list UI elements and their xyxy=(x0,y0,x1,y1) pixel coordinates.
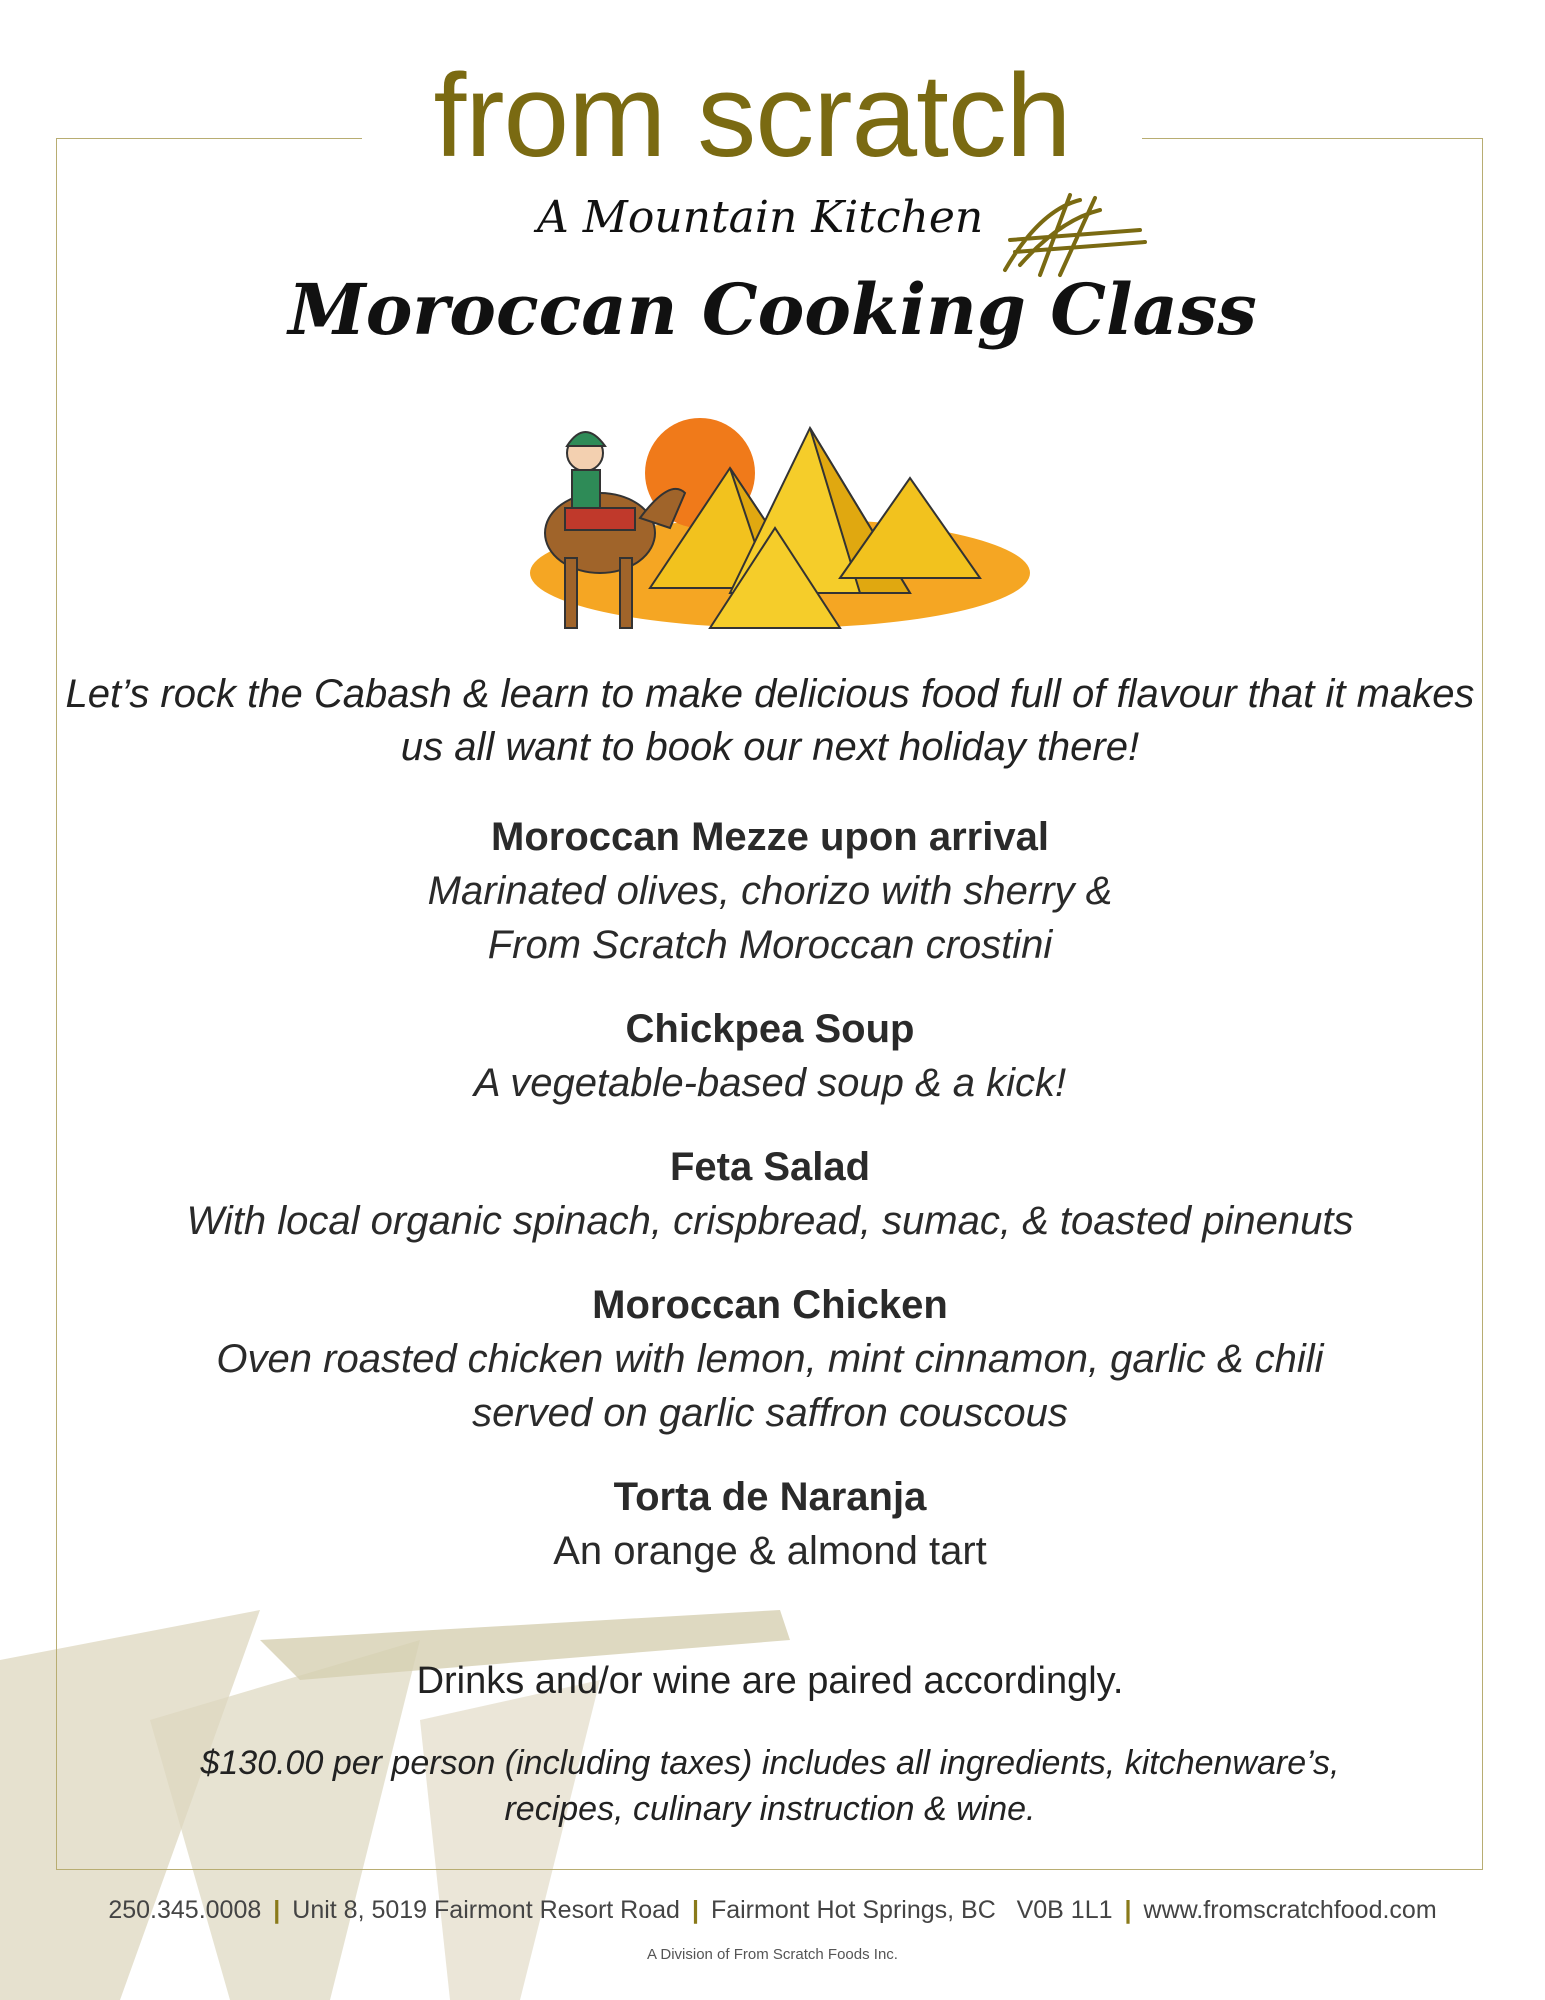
footer-division: A Division of From Scratch Foods Inc. xyxy=(647,1946,898,1963)
footer-contact xyxy=(0,1896,1545,1925)
course-title: Feta Salad xyxy=(669,1145,871,1189)
separator: | xyxy=(691,1896,699,1924)
menu-course xyxy=(60,1470,1480,1578)
footer-website-link[interactable]: www.fromscratchfood.com xyxy=(1143,1896,1437,1924)
separator: | xyxy=(273,1896,281,1924)
course-description: Oven roasted chicken with lemon, mint cinnamon, garlic & chili served on garlic saffron couscous xyxy=(216,1337,1324,1435)
course-title: Torta de Naranja xyxy=(613,1475,927,1519)
course-description: Marinated olives, chorizo with sherry & From Scratch Moroccan crostini xyxy=(427,869,1113,967)
footer-phone: 250.345.0008 xyxy=(108,1896,262,1924)
course-title: Moroccan Chicken xyxy=(592,1283,948,1327)
course-description: With local organic spinach, crispbread, sumac, & toasted pinenuts xyxy=(186,1199,1354,1243)
menu-course xyxy=(60,1002,1480,1110)
brand-name: from scratch xyxy=(433,50,1071,182)
menu-course xyxy=(60,1278,1480,1440)
scribble-logo-icon xyxy=(1000,190,1150,280)
intro-text: Let’s rock the Cabash & learn to make delicious food full of flavour that it makes us all want to book our next holiday there! xyxy=(65,672,1475,769)
separator: | xyxy=(1124,1896,1132,1924)
footer-city: Fairmont Hot Springs, BC V0B 1L1 xyxy=(710,1896,1113,1924)
brand-subtitle: A Mountain Kitchen xyxy=(537,192,984,243)
price-note: $130.00 per person (including taxes) includes all ingredients, kitchenware’s, recipes, culinary instruction & wine. xyxy=(200,1744,1340,1828)
brand-logo xyxy=(362,50,1142,206)
camel-pyramids-illustration xyxy=(510,398,1030,648)
footer-address: Unit 8, 5019 Fairmont Resort Road xyxy=(292,1896,680,1924)
drinks-note: Drinks and/or wine are paired accordingly. xyxy=(416,1660,1124,1702)
menu-course xyxy=(60,1140,1480,1248)
menu-list xyxy=(60,810,1480,1608)
course-description: An orange & almond tart xyxy=(553,1529,987,1573)
course-description: A vegetable-based soup & a kick! xyxy=(473,1061,1067,1105)
course-title: Chickpea Soup xyxy=(625,1007,915,1051)
class-title: Moroccan Cooking Class xyxy=(288,268,1257,351)
menu-course xyxy=(60,810,1480,972)
course-title: Moroccan Mezze upon arrival xyxy=(491,815,1049,859)
